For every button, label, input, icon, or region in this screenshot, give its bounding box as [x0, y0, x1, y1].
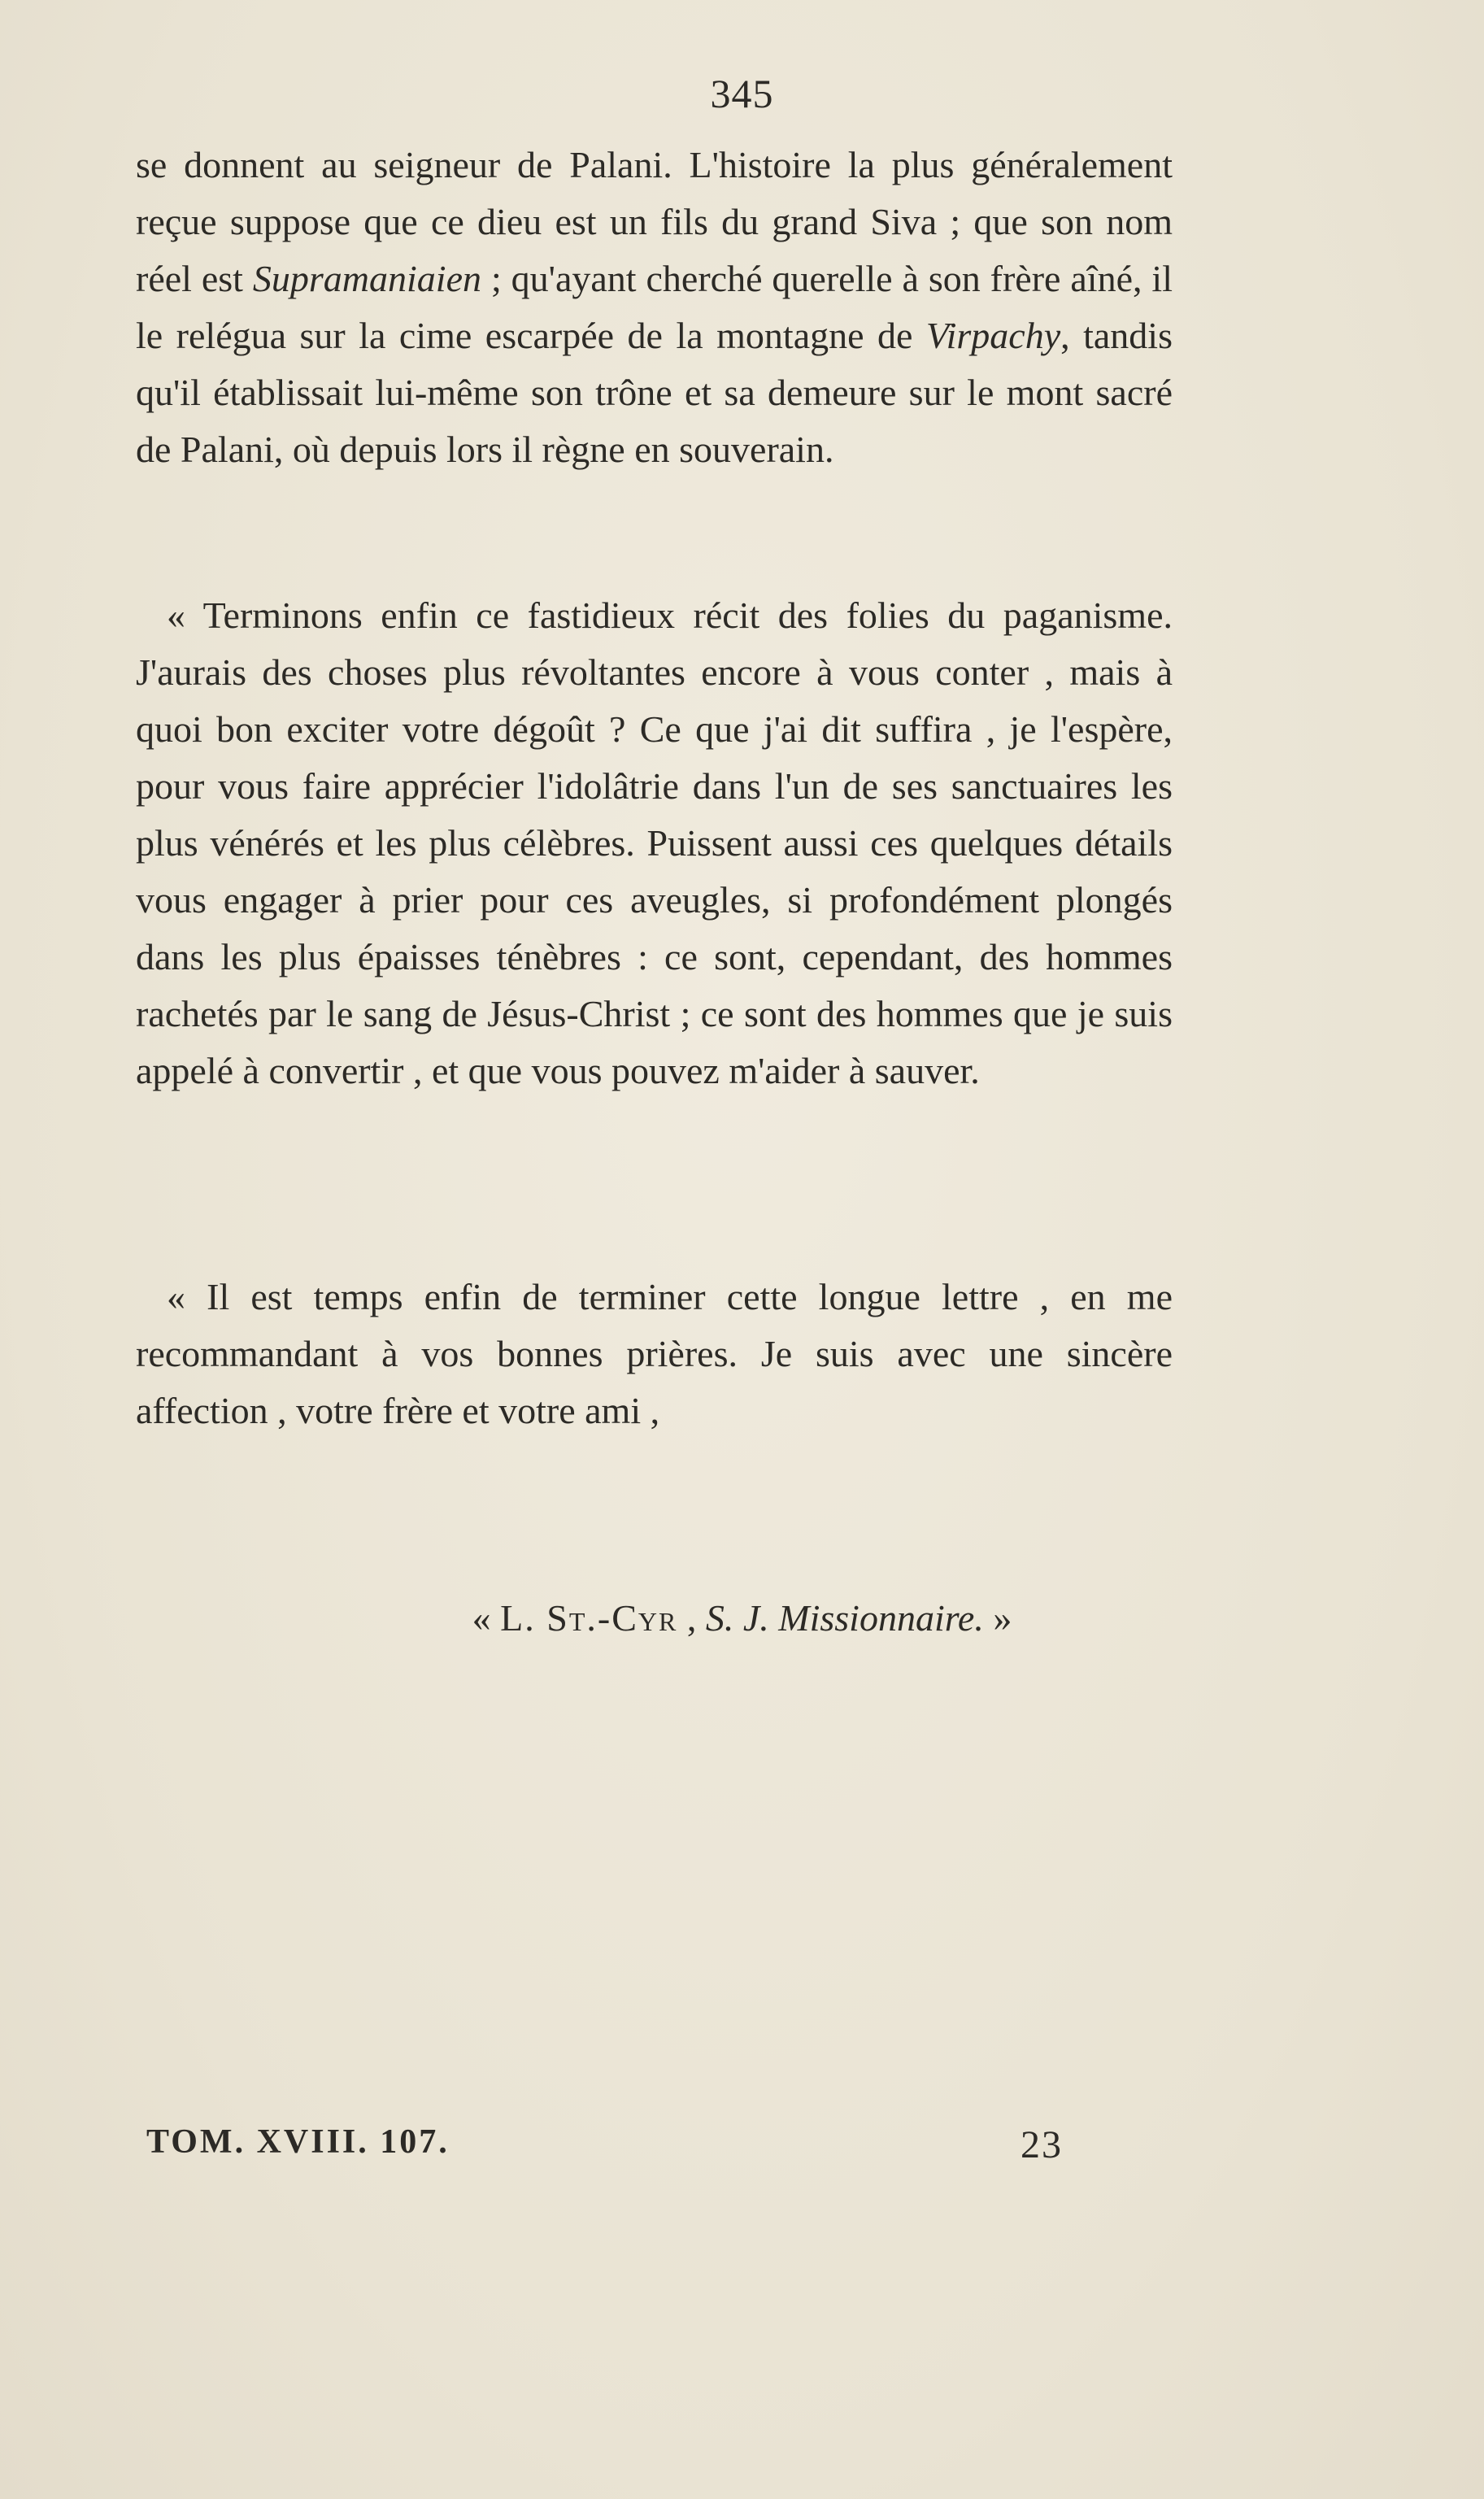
signature-order: S. J.	[705, 1597, 769, 1639]
signature-separator: ,	[677, 1597, 706, 1639]
paragraph-2	[136, 587, 1173, 1099]
signature-role: Missionnaire.	[778, 1597, 984, 1639]
paragraph-1	[136, 137, 1173, 478]
volume-signature: TOM. XVIII. 107.	[146, 2123, 450, 2161]
paragraph-1-text-c: , tandis qu'il établissait lui-même son trône et sa demeure sur le mont sacré de Palani, où depuis lors il règne en souverain.	[136, 315, 1173, 470]
letter-signature	[0, 1590, 1484, 1647]
paragraph-3-text: « Il est temps enfin de terminer cette longue lettre , en me recommandant à vos bonnes prières. Je suis avec une sincère affection , votre frère et votre ami ,	[136, 1276, 1173, 1431]
mountain-name-italic: Virpachy	[925, 315, 1061, 356]
paragraph-3	[136, 1269, 1173, 1439]
paragraph-1-text-a: se donnent au seigneur de Palani. L'histoire la plus généralement reçue suppose que ce dieu est un fils du grand Siva ; que son nom réel est	[136, 144, 1173, 299]
gathering-number: 23	[1021, 2123, 1063, 2166]
paragraph-1-text-b: ; qu'ayant cherché querelle à son frère aîné, il le relégua sur la cime escarpée de la montagne de	[136, 258, 1173, 356]
signature-close-quote: »	[993, 1597, 1012, 1639]
signature-name: L. St.-Cyr	[500, 1597, 678, 1639]
deity-name-italic: Supramaniaien	[252, 258, 482, 299]
page-number: 345	[710, 71, 774, 116]
paragraph-2-text: « Terminons enfin ce fastidieux récit des folies du paganisme. J'aurais des choses plus révoltantes encore à vous conter , mais à quoi bon exciter votre dégoût ? Ce que j'ai dit suffira , je l'espère, pour vous faire apprécier l'idolâtrie dans l'un de ses sanctuaires les plus vénérés et les plus célèbres. Puissent aussi ces quelques détails vous engager à prier pour ces aveugles, si profondément plongés dans les plus épaisses ténèbres : ce sont, cependant, des hommes rachetés par le sang de Jésus-Christ ; ce sont des hommes que je suis appelé à convertir , et que vous pouvez m'aider à sauver.	[136, 594, 1173, 1091]
signature-open-quote: «	[472, 1597, 491, 1639]
